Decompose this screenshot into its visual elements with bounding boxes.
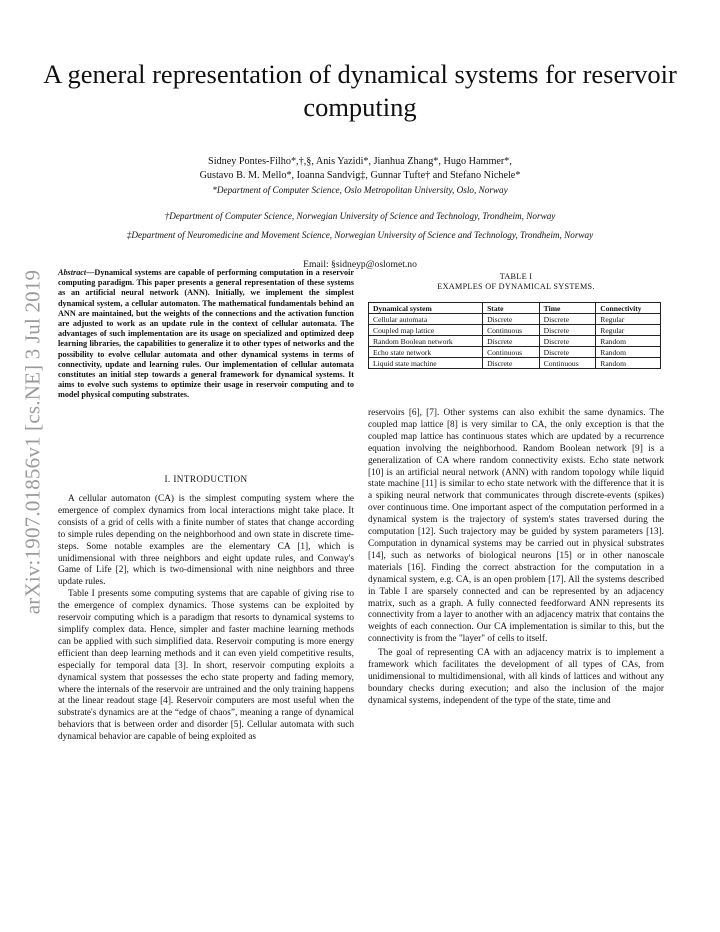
paragraph: The goal of representing CA with an adjacency matrix is to implement a framework which facilitates the development of all types of CAs, from unidimensional to multidimensional, with all kinds of lattices and without any boundary checks during execution; and also the inclusion of the major dynamical systems, independent of the type of the state, time and xyxy=(368,648,664,706)
paper-title: A general representation of dynamical systems for reservoir computing xyxy=(43,59,677,122)
arxiv-id: arXiv:1907.01856v1 [cs.NE] 3 Jul 2019 xyxy=(20,269,45,615)
table-cell: Discrete xyxy=(539,336,596,347)
table-cell: Discrete xyxy=(483,358,540,369)
abstract xyxy=(58,268,354,401)
table-cell: Continuous xyxy=(539,358,596,369)
email-line: Email: §sidneyp@oslomet.no xyxy=(303,259,417,270)
table-cell: Random xyxy=(596,347,661,358)
section-heading: I. INTRODUCTION xyxy=(164,474,248,484)
arxiv-watermark xyxy=(18,262,48,622)
author-line-1: Sidney Pontes-Filho*,†,§, Anis Yazidi*, Jianhua Zhang*, Hugo Hammer*, xyxy=(208,156,512,167)
table-caption xyxy=(368,272,664,292)
table-header-cell: State xyxy=(483,303,540,314)
table-row xyxy=(369,314,661,325)
table-cell: Regular xyxy=(596,325,661,336)
table-row xyxy=(369,358,661,369)
table-cell: Coupled map lattice xyxy=(369,325,483,336)
table-cell: Continuous xyxy=(483,347,540,358)
table-row xyxy=(369,336,661,347)
table-header-row xyxy=(369,303,661,314)
table-cell: Cellular automata xyxy=(369,314,483,325)
paragraph: reservoirs [6], [7]. Other systems can also exhibit the same dynamics. The coupled map lattice [8] is very similar to CA, the only exception is that the coupled map lattice has continuous states which are updated by a recurrence equation involving the neighborhood. Random Boolean network [9] is a generalization of CA where random connectivity exists. Echo state network [10] is an artificial neural network (ANN) with random topology while liquid state machine [11] is similar to echo state network with the difference that it is a spiking neural network that communicates through discrete-events (spikes) over continuous time. One important aspect of the computation performed in a dynamical system is the trajectory of system's states traversed during the computation [12]. Such trajectory may be guided by system parameters [13]. Computation in dynamical systems may be carried out in physical substrates [14], such as networks of biological neurons [15] or in other nanoscale materials [16]. Finding the correct abstraction for the computation in a dynamical system, e.g. CA, is an open problem [17]. All the systems described in Table I are sparsely connected and can be represented by an adjacency matrix, such as a graph. A fully connected feedforward ANN represents its connectivity from a layer to another with an adjacency matrix that contains the weights of each connection. Our CA implementation is similar to this, but the connectivity is from the "layer" of cells to itself. xyxy=(368,408,664,645)
table-cell: Discrete xyxy=(483,314,540,325)
table-title: EXAMPLES OF DYNAMICAL SYSTEMS. xyxy=(437,282,595,291)
dynamical-systems-table xyxy=(368,302,661,369)
affiliation-2: †Department of Computer Science, Norwegian University of Science and Technology, Trondheim, Norway xyxy=(164,211,556,221)
abstract-text: —Dynamical systems are capable of performing computation in a reservoir computing paradigm. This paper presents a general representation of these systems as an artificial neural network (ANN). Initially, we implement the simplest dynamical system, a cellular automaton. The mathematical fundamentals behind an ANN are maintained, but the weights of the connections and the activation function are adjusted to work as an update rule in the context of cellular automata. The advantages of such implementation are its usage on specialized and optimized deep learning libraries, the capabilities to generalize it to other types of networks and the possibility to evolve cellular automata and other dynamical systems in terms of connectivity, update and learning rules. Our implementation of cellular automata constitutes an initial step towards a general framework for dynamical systems. It aims to evolve such systems to optimize their usage in reservoir computing and to model physical computing substrates. xyxy=(58,268,354,400)
abstract-lead: Abstract xyxy=(58,268,87,277)
table-row xyxy=(369,347,661,358)
table-cell: Discrete xyxy=(539,325,596,336)
right-column-text xyxy=(368,408,664,708)
author-list xyxy=(40,155,680,183)
table-cell: Random xyxy=(596,336,661,347)
table-cell: Discrete xyxy=(539,347,596,358)
affiliation-1: *Department of Computer Science, Oslo Metropolitan University, Oslo, Norway xyxy=(212,185,508,195)
paragraph: Table I presents some computing systems that are capable of giving rise to the emergence of complex dynamics. Those systems can be exploited by reservoir computing which is a paradigm that resorts to dynamical systems to simplify complex data. Hence, simpler and faster machine learning methods can be applied with such simplified data. Reservoir computing is more energy efficient than deep learning methods and it can even yield competitive results, especially for temporal data [3]. In short, reservoir computing exploits a dynamical system that possesses the echo state property and fading memory, where the internals of the reservoir are untrained and the only training happens at the linear readout stage [4]. Reservoir computers are most useful when the substrate's dynamics are at the “edge of chaos”, meaning a range of dynamical behaviors that is between order and disorder [5]. Cellular automata with such dynamical behavior are capable of being exploited as xyxy=(58,589,354,743)
table-label: TABLE I xyxy=(499,272,533,281)
table-header-cell: Dynamical system xyxy=(369,303,483,314)
table-cell: Echo state network xyxy=(369,347,483,358)
affiliation-3: ‡Department of Neuromedicine and Movement Science, Norwegian University of Science and Technology, Trondheim, Norway xyxy=(126,230,594,240)
table-cell: Random xyxy=(596,358,661,369)
table-cell: Discrete xyxy=(483,336,540,347)
table-row xyxy=(369,325,661,336)
table-cell: Discrete xyxy=(539,314,596,325)
table-header-cell: Time xyxy=(539,303,596,314)
paragraph: A cellular automaton (CA) is the simplest computing system where the emergence of complex dynamics from local interactions might take place. It consists of a grid of cells with a finite number of states that change according to simple rules depending on the neighborhood and own state in discrete time-steps. Some notable examples are the elementary CA [1], which is unidimensional with three neighbors and eight update rules, and Conway's Game of Life [2], which is two-dimensional with nine neighbors and three update rules. xyxy=(58,494,354,588)
table-cell: Regular xyxy=(596,314,661,325)
author-line-2: Gustavo B. M. Mello*, Ioanna Sandvig‡, Gunnar Tufte† and Stefano Nichele* xyxy=(199,170,521,181)
table-header-cell: Connectivity xyxy=(596,303,661,314)
left-column-text xyxy=(58,494,354,744)
table-cell: Random Boolean network xyxy=(369,336,483,347)
table-cell: Liquid state machine xyxy=(369,358,483,369)
table-cell: Continuous xyxy=(483,325,540,336)
